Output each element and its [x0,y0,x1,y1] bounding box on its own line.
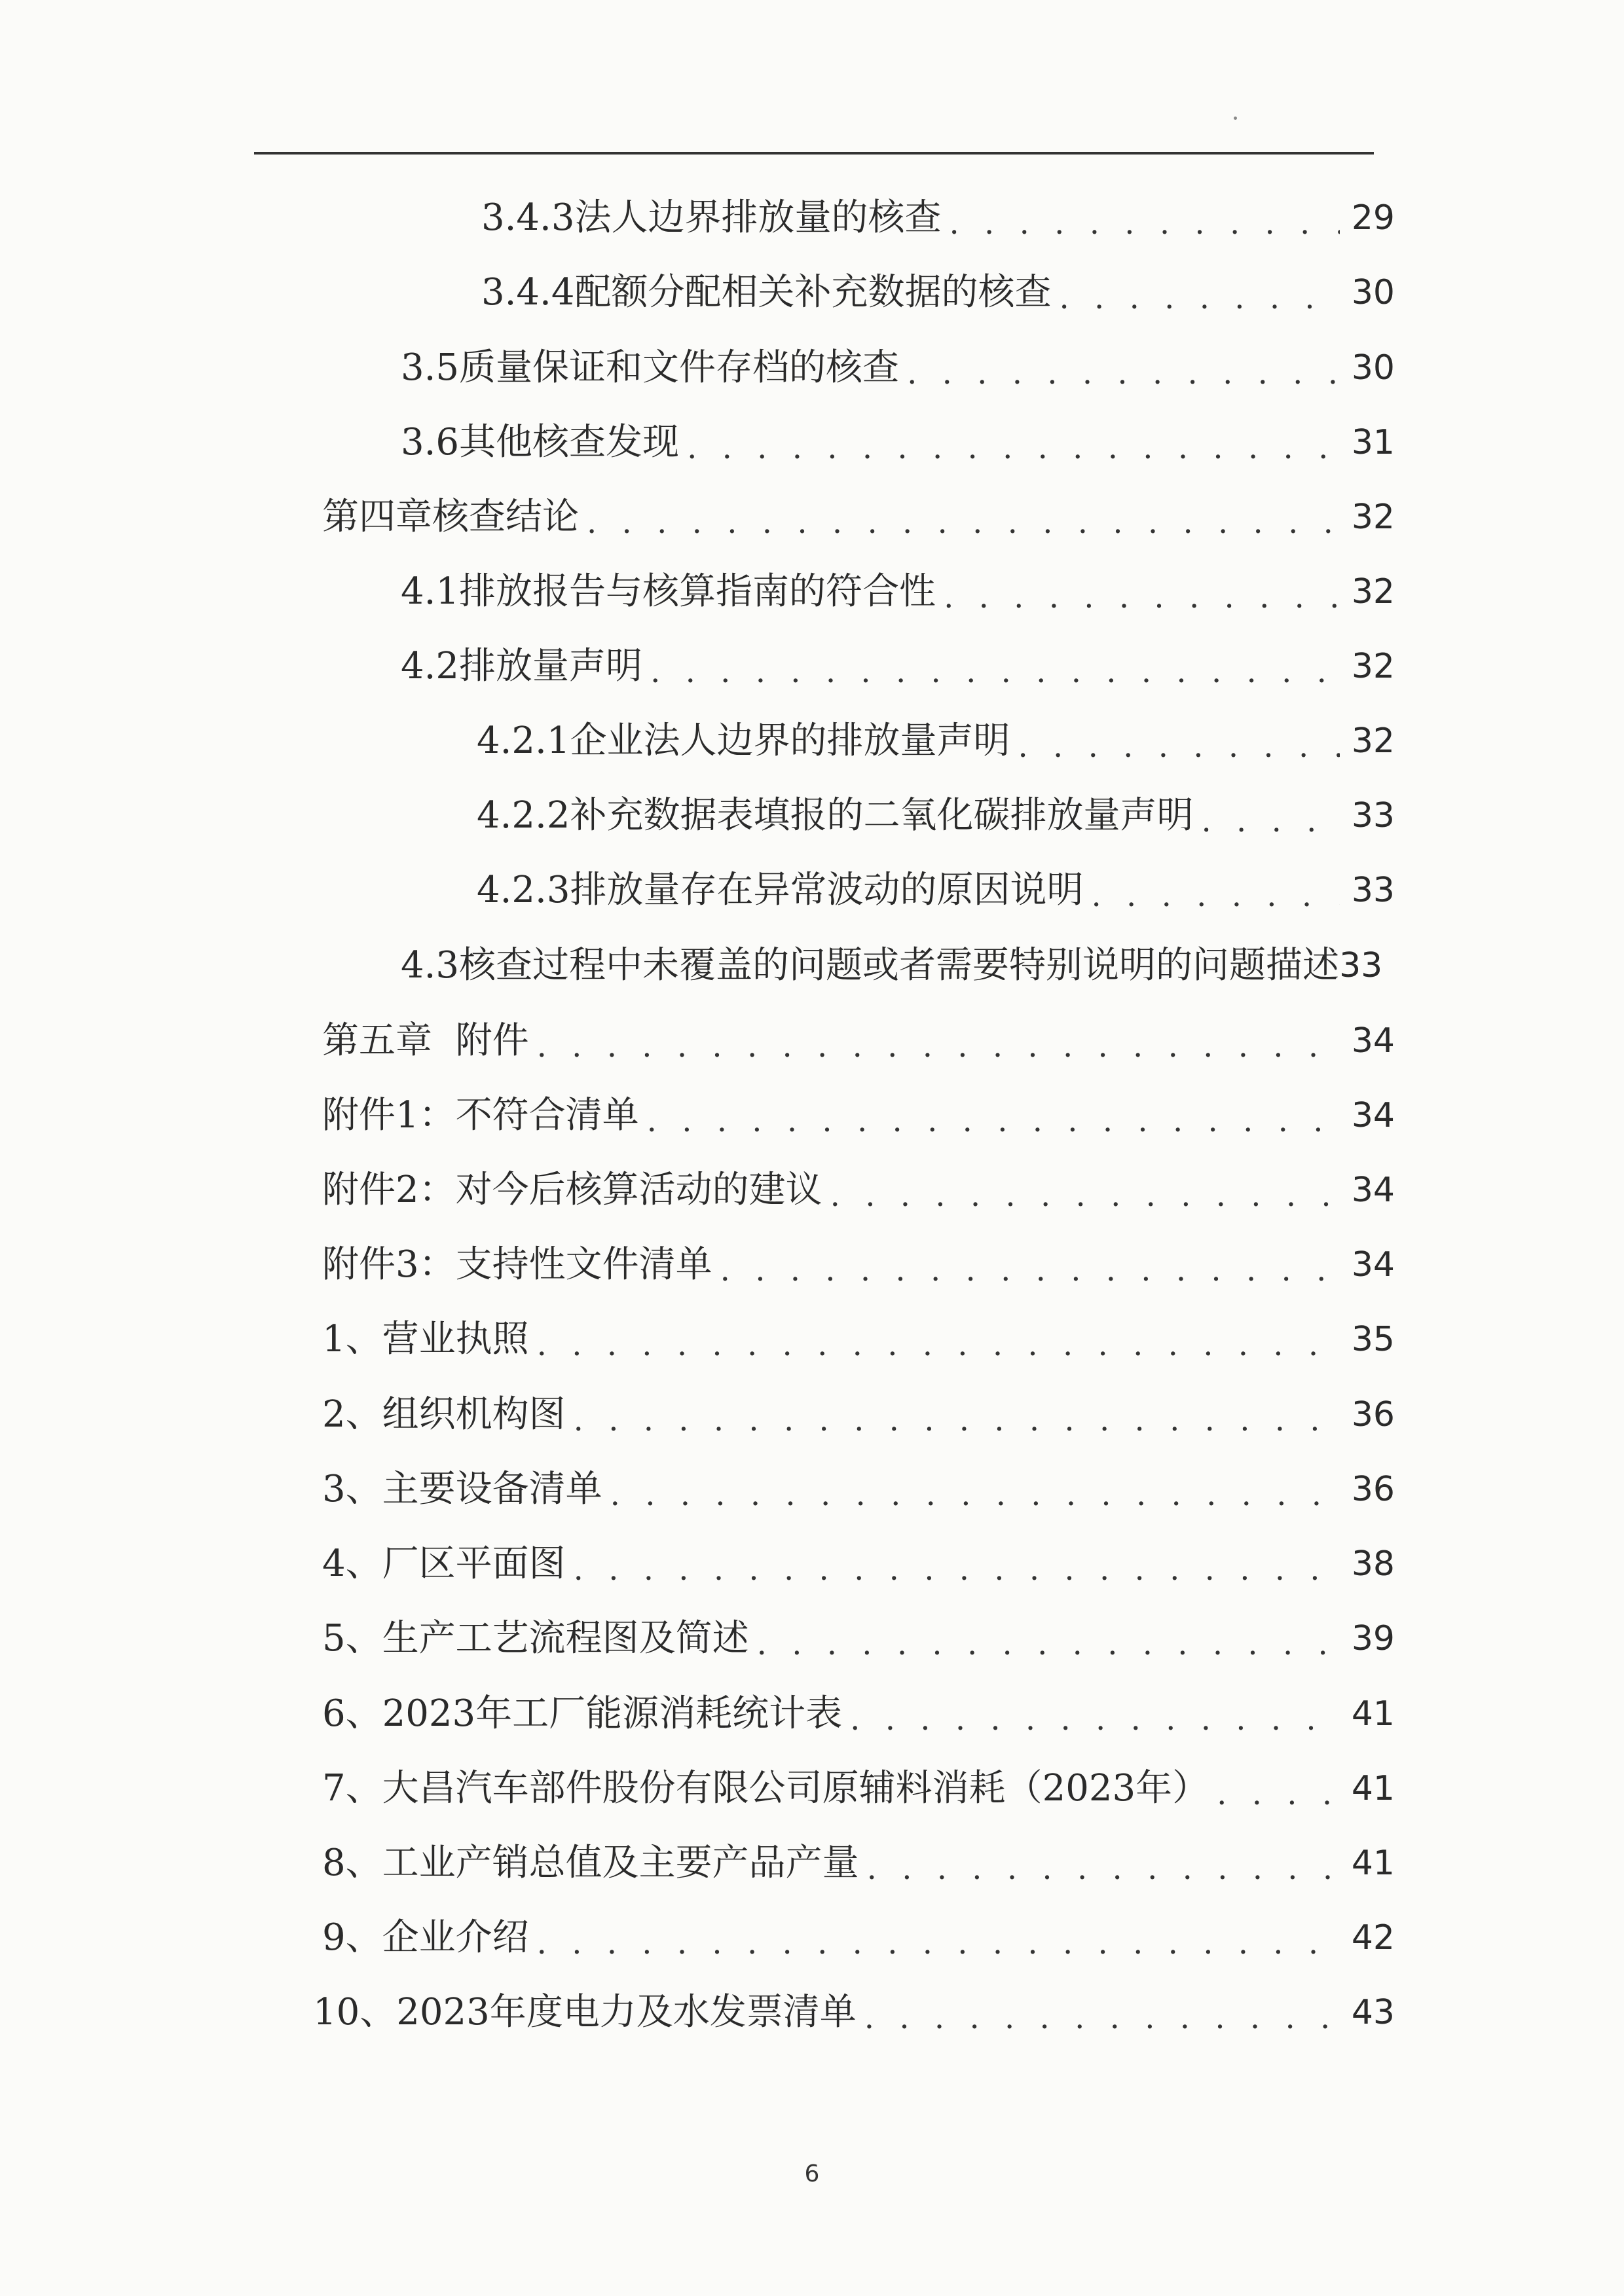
toc-entry-label: 8、工业产销总值及主要产品产量 [322,1842,859,1884]
toc-entry[interactable] [481,195,1395,241]
toc-entry[interactable] [401,569,1395,615]
toc-entry[interactable] [322,1840,1395,1886]
toc-entry[interactable] [322,1093,1395,1139]
toc-entry-page: 33 [1339,946,1383,985]
toc-entry-label: 附件1：不符合清单 [322,1094,639,1137]
toc-dot-leader [574,1546,1340,1592]
toc-dot-leader [1060,275,1340,321]
toc-entry[interactable] [477,718,1395,764]
toc-entry[interactable] [401,420,1395,465]
toc-dot-leader [907,350,1340,396]
toc-dot-leader [537,1920,1340,1966]
toc-entry-label: 1、营业执照 [322,1318,529,1360]
toc-entry-label: 3.6其他核查发现 [401,421,680,464]
toc-entry[interactable] [322,1691,1395,1737]
toc-dot-leader [864,1995,1340,2041]
toc-dot-leader [647,1098,1340,1144]
toc-entry-label: 2、组织机构图 [322,1393,566,1436]
toc-entry-page: 36 [1351,1395,1395,1434]
toc-dot-leader [1018,723,1340,769]
toc-dot-leader [650,649,1340,695]
toc-dot-leader [587,500,1340,545]
toc-entry-page: 34 [1351,1021,1395,1061]
toc-entry[interactable] [477,793,1395,839]
toc-dot-leader [1202,798,1340,844]
toc-entry-page: 41 [1351,1769,1395,1808]
toc-entry-label: 3.4.4配额分配相关补充数据的核查 [481,271,1052,314]
toc-entry-page: 33 [1351,796,1395,835]
toc-entry-page: 33 [1351,871,1395,910]
toc-dot-leader [850,1696,1340,1742]
toc-entry-label: 4.1排放报告与核算指南的符合性 [401,570,936,613]
toc-entry-page: 32 [1351,572,1395,611]
toc-entry-page: 42 [1351,1918,1395,1958]
toc-entry-page: 41 [1351,1844,1395,1883]
toc-entry-page: 30 [1351,273,1395,312]
toc-entry-label: 5、生产工艺流程图及简述 [322,1617,749,1660]
page-number: 6 [804,2160,820,2187]
toc-dot-leader [574,1397,1340,1443]
toc-dot-leader [537,1322,1340,1368]
toc-dot-leader [944,574,1340,620]
toc-entry[interactable] [322,1392,1395,1438]
toc-entry-label: 附件3：支持性文件清单 [322,1243,712,1286]
toc-dot-leader [1092,873,1340,919]
toc-dot-leader [757,1621,1340,1667]
toc-entry-page: 31 [1351,423,1395,462]
toc-entry-page: 36 [1351,1470,1395,1509]
toc-entry-label: 9、企业介绍 [322,1916,529,1959]
toc-dot-leader [610,1472,1340,1518]
toc-entry[interactable] [322,1167,1395,1213]
toc-entry-page: 32 [1351,498,1395,537]
toc-entry-label: 3.4.3法人边界排放量的核查 [481,196,942,239]
toc-entry-page: 43 [1351,1993,1395,2032]
toc-entry-label: 4.2.2补充数据表填报的二氧化碳排放量声明 [477,794,1194,837]
toc-entry[interactable] [401,644,1395,689]
toc-entry-page: 38 [1351,1544,1395,1584]
toc-entry-label: 第四章核查结论 [322,496,579,538]
toc-entry-label: 4.2.1企业法人边界的排放量声明 [477,720,1010,762]
toc-entry-label: 第五章 附件 [322,1019,529,1062]
toc-entry-label: 4、厂区平面图 [322,1542,566,1585]
toc-entry-label: 10、2023年度电力及水发票清单 [313,1991,857,2033]
toc-entry-label: 3、主要设备清单 [322,1468,602,1510]
toc-entry[interactable] [322,1766,1395,1812]
toc-entry-label: 4.2排放量声明 [401,645,643,687]
toc-entry-label: 4.3核查过程中未覆盖的问题或者需要特别说明的问题描述 [401,944,1340,987]
toc-entry-label: 4.2.3排放量存在异常波动的原因说明 [477,869,1084,911]
toc-entry[interactable] [322,1018,1395,1064]
toc-entry[interactable] [477,867,1395,913]
toc-dot-leader [1217,1771,1340,1817]
toc-entry[interactable] [322,494,1395,540]
toc-entry-label: 3.5质量保证和文件存档的核查 [401,346,900,389]
toc-entry-page: 39 [1351,1619,1395,1658]
toc-entry-label: 附件2：对今后核算活动的建议 [322,1169,822,1211]
toc-entry-label: 7、大昌汽车部件股份有限公司原辅料消耗（2023年） [322,1767,1209,1810]
toc-entry-page: 29 [1351,198,1395,238]
toc-entry-page: 32 [1351,721,1395,761]
toc-entry[interactable] [322,1541,1395,1587]
toc-entry-page: 35 [1351,1320,1395,1359]
toc-entry[interactable] [322,1242,1395,1288]
toc-dot-leader [537,1023,1340,1069]
toc-dot-leader [950,200,1340,246]
toc-entry-page: 34 [1351,1171,1395,1210]
toc-entry[interactable] [401,943,1422,989]
header-rule [254,152,1374,155]
toc-entry[interactable] [322,1467,1395,1512]
toc-entry-page: 32 [1351,647,1395,686]
toc-entry[interactable] [322,1915,1395,1961]
toc-entry-page: 34 [1351,1245,1395,1285]
toc-entry[interactable] [401,345,1395,391]
toc-entry[interactable] [322,1317,1395,1362]
toc-entry-label: 6、2023年工厂能源消耗统计表 [322,1692,843,1735]
toc-entry[interactable] [313,1990,1395,2035]
toc-dot-leader [687,425,1340,471]
toc-entry-page: 30 [1351,348,1395,388]
toc-dot-leader [720,1247,1340,1293]
toc-entry[interactable] [481,270,1395,316]
scan-speck [1234,117,1237,120]
toc-entry[interactable] [322,1616,1395,1662]
toc-dot-leader [830,1173,1340,1218]
toc-entry-page: 41 [1351,1694,1395,1734]
toc-dot-leader [867,1846,1340,1891]
toc-entry-page: 34 [1351,1096,1395,1135]
